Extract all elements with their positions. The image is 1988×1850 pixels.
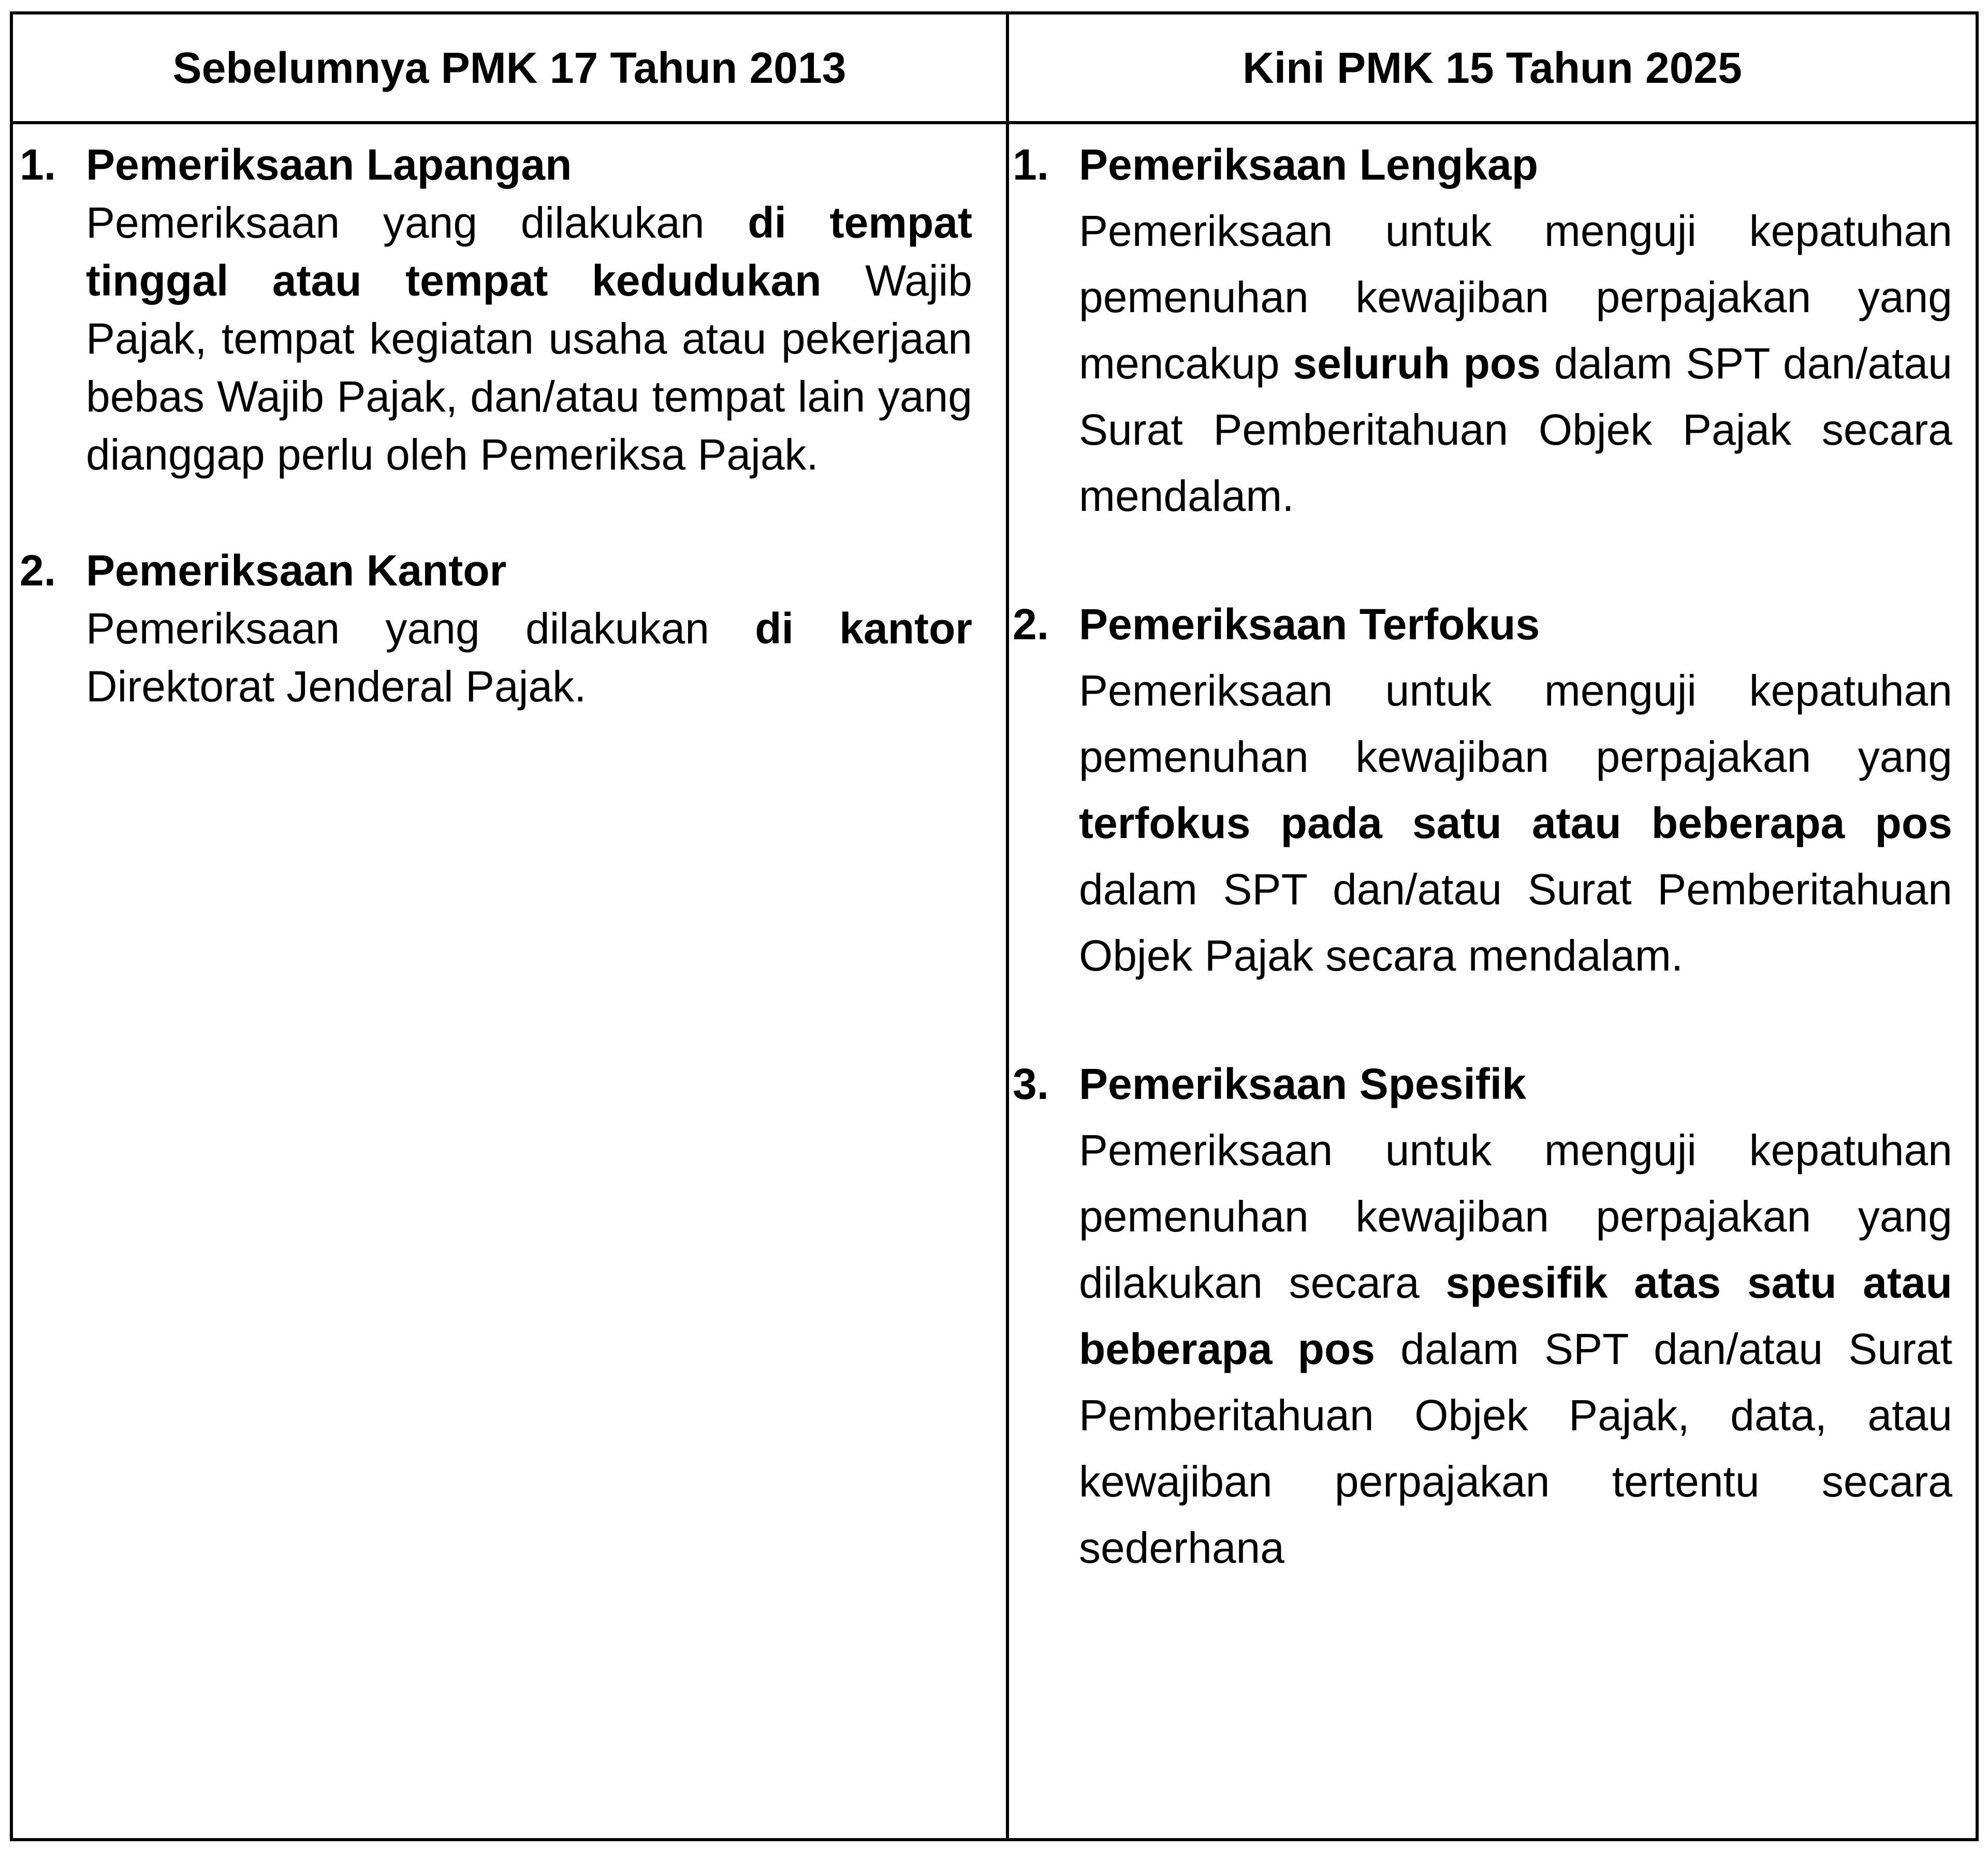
list-item	[20, 541, 972, 715]
item-description: Pemeriksaan untuk menguji kepatuhan pemenuhan kewajiban perpajakan yang mencakup seluruh pos dalam SPT dan/atau Surat Pemberitahuan Objek Pajak secara mendalam.	[1079, 207, 1952, 520]
item-title: Pemeriksaan Terfokus	[1079, 600, 1540, 649]
item-number: 3.	[1013, 1060, 1049, 1108]
header-current-regulation: Kini PMK 15 Tahun 2025	[1242, 43, 1742, 92]
item-content	[86, 136, 972, 483]
item-number: 2.	[20, 546, 56, 595]
item-content	[1079, 136, 1952, 529]
header-previous-regulation: Sebelumnya PMK 17 Tahun 2013	[172, 43, 846, 92]
item-number: 1.	[20, 140, 56, 189]
item-title: Pemeriksaan Kantor	[86, 546, 507, 595]
list-item	[20, 136, 972, 483]
item-title: Pemeriksaan Lengkap	[1079, 140, 1539, 189]
list-item	[1013, 595, 1952, 989]
item-content	[1079, 1055, 1952, 1581]
previous-regulation-column	[20, 136, 972, 715]
column-divider	[1006, 14, 1009, 1838]
list-item	[1013, 136, 1952, 529]
item-description: Pemeriksaan untuk menguji kepatuhan pemenuhan kewajiban perpajakan yang dilakukan secara spesifik atas satu atau beberapa pos dalam SPT dan/atau Surat Pemberitahuan Objek Pajak, data, atau kewajiban perpajakan tertentu secara sederhana	[1079, 1126, 1952, 1572]
item-content	[86, 541, 972, 715]
item-number: 1.	[1013, 140, 1049, 189]
current-regulation-column	[1013, 136, 1952, 1581]
item-description: Pemeriksaan untuk menguji kepatuhan pemenuhan kewajiban perpajakan yang terfokus pada satu atau beberapa pos dalam SPT dan/atau Surat Pemberitahuan Objek Pajak secara mendalam.	[1079, 666, 1952, 980]
item-content	[1079, 595, 1952, 989]
item-description: Pemeriksaan yang dilakukan di tempat tinggal atau tempat kedudukan Wajib Pajak, tempat kegiatan usaha atau pekerjaan bebas Wajib Pajak, dan/atau tempat lain yang dianggap perlu oleh Pemeriksa Pajak.	[86, 198, 973, 479]
item-number: 2.	[1013, 600, 1049, 649]
header-divider	[13, 121, 1976, 124]
item-title: Pemeriksaan Spesifik	[1079, 1060, 1526, 1108]
item-description: Pemeriksaan yang dilakukan di kantor Direktorat Jenderal Pajak.	[86, 604, 972, 711]
list-item	[1013, 1055, 1952, 1581]
item-title: Pemeriksaan Lapangan	[86, 140, 572, 189]
